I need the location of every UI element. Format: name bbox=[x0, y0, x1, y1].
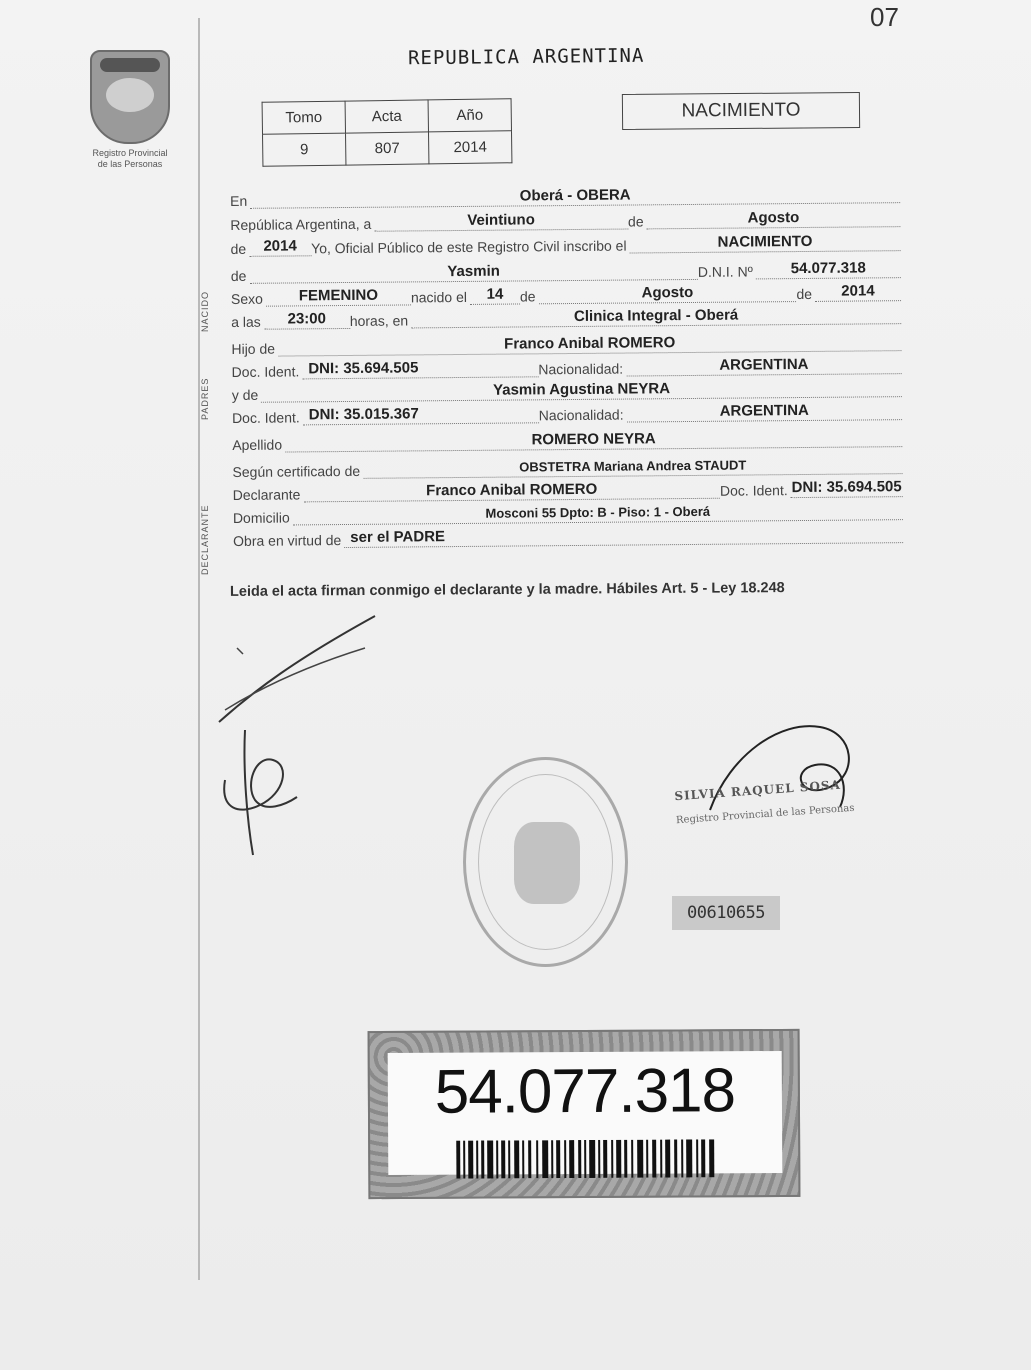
mother-signature bbox=[215, 725, 315, 860]
logo-caption-line2: de las Personas bbox=[97, 159, 163, 169]
nacido-label: nacido el bbox=[410, 288, 468, 306]
registry-logo bbox=[80, 50, 180, 180]
father-doc-field: DNI: 35.694.505 bbox=[302, 360, 538, 379]
birth-place-field: Clinica Integral - Oberá bbox=[411, 307, 901, 328]
side-label-declarante: DECLARANTE bbox=[200, 504, 210, 575]
capacity-field: ser el PADRE bbox=[344, 526, 903, 548]
declarante-label: Declarante bbox=[232, 486, 301, 503]
dni-label: D.N.I. Nº bbox=[697, 263, 753, 280]
horas-label: horas, en bbox=[349, 312, 409, 329]
surname-field: ROMERO NEYRA bbox=[285, 430, 902, 452]
declarant-field: Franco Anibal ROMERO bbox=[303, 482, 720, 503]
anio-value: 2014 bbox=[428, 131, 511, 164]
a-las-label: a las bbox=[231, 313, 261, 330]
child-dni-field: 54.077.318 bbox=[756, 261, 901, 279]
mother-doc-field: DNI: 35.015.367 bbox=[303, 406, 539, 425]
apellido-label: Apellido bbox=[232, 436, 283, 453]
provincial-shield-icon bbox=[90, 50, 170, 144]
de3-label: de bbox=[796, 285, 813, 303]
birth-day-field: 14 bbox=[470, 287, 520, 304]
sexo-label: Sexo bbox=[230, 290, 263, 307]
sex-field: FEMENINO bbox=[266, 288, 411, 306]
certificado-label: Según certificado de bbox=[232, 462, 361, 480]
hijo-label: Hijo de bbox=[231, 340, 276, 357]
officer-text: Yo, Oficial Público de este Registro Civil inscribo el bbox=[311, 237, 627, 257]
birth-year-field: 2014 bbox=[815, 284, 901, 302]
record-type-box: NACIMIENTO bbox=[622, 92, 860, 130]
official-registry: Registro Provincial de las Personas bbox=[675, 802, 855, 827]
name-de-label: de bbox=[230, 267, 247, 284]
inscription-type-field: NACIMIENTO bbox=[629, 234, 900, 253]
tomo-value: 9 bbox=[263, 133, 346, 166]
child-name-field: Yasmin bbox=[249, 263, 698, 284]
row-capacity bbox=[233, 520, 903, 549]
en-label: En bbox=[230, 192, 248, 209]
father-nationality-label: Nacionalidad: bbox=[538, 360, 624, 378]
margin-line bbox=[198, 18, 200, 1280]
id-sticker bbox=[368, 1029, 801, 1199]
side-label-nacido: NACIDO bbox=[200, 290, 210, 332]
obra-label: Obra en virtud de bbox=[233, 532, 342, 549]
official-name: SILVIA RAQUEL SOSA bbox=[673, 777, 842, 804]
acta-value: 807 bbox=[346, 132, 429, 165]
y-de-label: y de bbox=[231, 386, 259, 403]
year-prefix-label: de bbox=[230, 240, 247, 257]
declarant-doc-label: Doc. Ident. bbox=[719, 482, 788, 499]
country-title: REPUBLICA ARGENTINA bbox=[407, 44, 645, 70]
address-field: Mosconi 55 Dpto: B - Piso: 1 - Oberá bbox=[293, 503, 903, 525]
barcode-icon bbox=[456, 1139, 716, 1178]
father-name-field: Franco Anibal ROMERO bbox=[278, 334, 902, 356]
day-words-field: Veintiuno bbox=[374, 213, 628, 232]
de-label: de bbox=[627, 213, 644, 230]
domicilio-label: Domicilio bbox=[232, 509, 290, 526]
father-nationality-field: ARGENTINA bbox=[626, 357, 902, 376]
mother-name-field: Yasmin Agustina NEYRA bbox=[261, 380, 902, 403]
place-field: Oberá - OBERA bbox=[250, 186, 900, 209]
month-field: Agosto bbox=[646, 210, 900, 229]
mother-doc-label: Doc. Ident. bbox=[231, 409, 300, 426]
tomo-header: Tomo bbox=[262, 101, 345, 134]
republica-label: República Argentina, a bbox=[230, 215, 372, 233]
control-number-stamp: 00610655 bbox=[672, 896, 780, 930]
seal-emblem-icon bbox=[514, 822, 580, 904]
year-field: 2014 bbox=[249, 239, 311, 257]
mother-nationality-field: ARGENTINA bbox=[626, 403, 902, 422]
declarant-doc-field: DNI: 35.694.505 bbox=[791, 480, 903, 498]
mother-nationality-label: Nacionalidad: bbox=[538, 406, 624, 424]
page-number: 07 bbox=[870, 2, 899, 32]
birth-month-field: Agosto bbox=[538, 285, 796, 304]
acta-header: Acta bbox=[345, 100, 428, 133]
side-label-padres: PADRES bbox=[200, 377, 210, 420]
birth-time-field: 23:00 bbox=[264, 312, 350, 330]
de2-label: de bbox=[519, 288, 536, 305]
certificate-form bbox=[230, 179, 903, 549]
sticker-number: 54.077.318 bbox=[434, 1056, 736, 1127]
anio-header: Año bbox=[428, 99, 511, 132]
record-table bbox=[262, 98, 513, 166]
logo-caption-line1: Registro Provincial bbox=[92, 148, 168, 158]
certifier-field: OBSTETRA Mariana Andrea STAUDT bbox=[363, 457, 902, 479]
declarant-signature bbox=[215, 610, 390, 725]
official-seal-stamp bbox=[463, 757, 628, 967]
legal-text: Leida el acta firman conmigo el declarante y la madre. Hábiles Art. 5 - Ley 18.248 bbox=[229, 580, 785, 600]
father-doc-label: Doc. Ident. bbox=[231, 363, 300, 380]
